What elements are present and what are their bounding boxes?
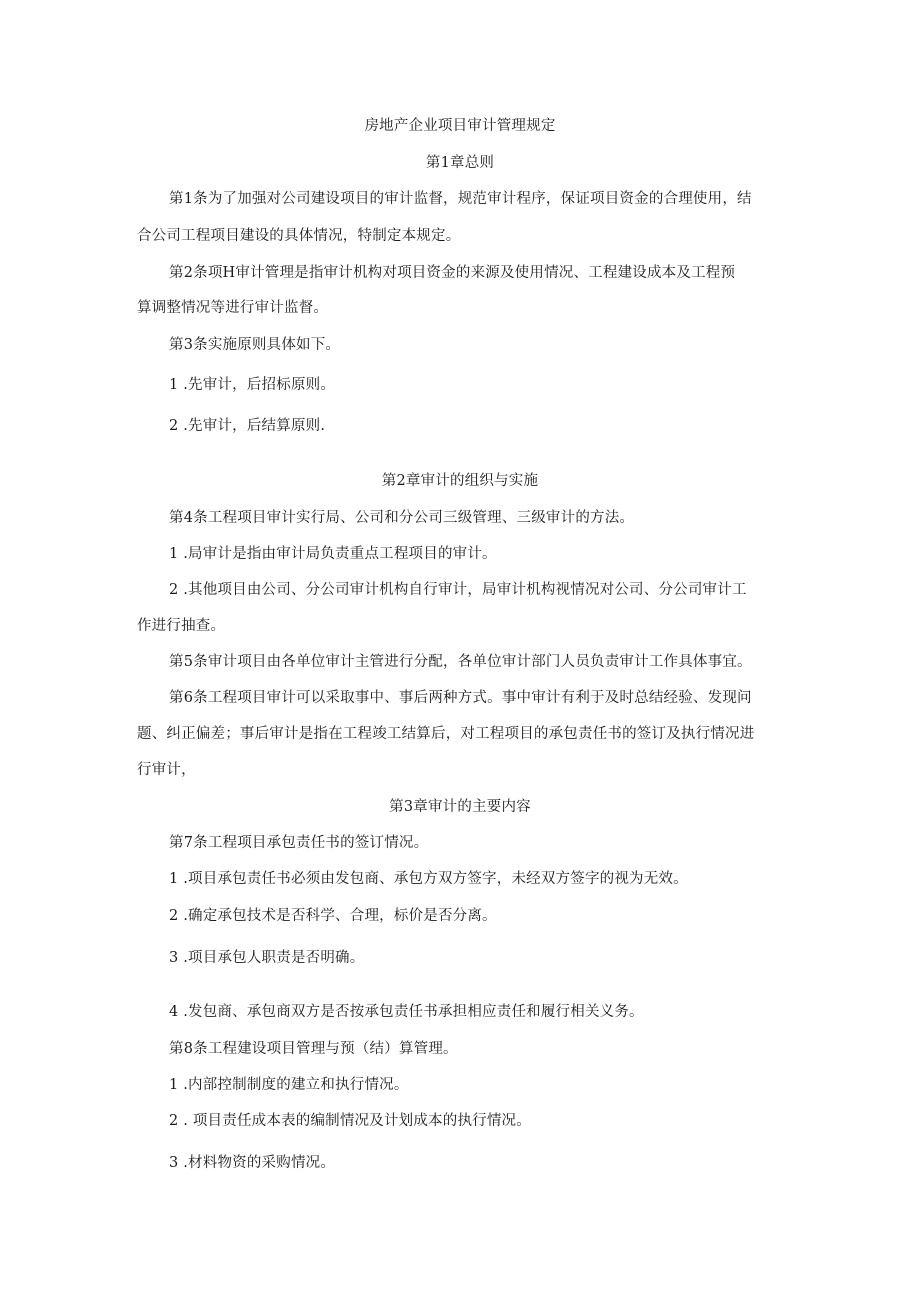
article-7-item-4: 4 .发包商、承包商双方是否按承包责任书承担相应责任和履行相关义务。 bbox=[169, 1004, 644, 1020]
article-1-line-2: 合公司工程项目建设的具体情况，特制定本规定。 bbox=[137, 228, 461, 244]
chapter-3-heading: 第3章审计的主要内容 bbox=[389, 799, 531, 815]
document-title: 房地产企业项目审计管理规定 bbox=[364, 118, 556, 134]
article-4-item-2-line-2: 作进行抽查。 bbox=[137, 618, 226, 634]
article-8: 第8条工程建设项目管理与预（结）算管理。 bbox=[169, 1041, 458, 1057]
article-6-line-3: 行审计， bbox=[137, 762, 196, 778]
article-7-item-1: 1 .项目承包责任书必须由发包商、承包方双方签字，未经双方签字的视为无效。 bbox=[169, 871, 688, 887]
chapter-2-heading: 第2章审计的组织与实施 bbox=[381, 473, 539, 489]
article-8-item-3: 3 .材料物资的采购情况。 bbox=[169, 1155, 336, 1171]
article-3: 第3条实施原则具体如下。 bbox=[169, 337, 341, 353]
article-8-item-2: 2 . 项目责任成本表的编制情况及计划成本的执行情况。 bbox=[169, 1113, 531, 1129]
article-1-line-1: 第1条为了加强对公司建设项目的审计监督，规范审计程序，保证项目资金的合理使用，结 bbox=[169, 191, 752, 207]
article-3-item-2: 2 .先审计，后结算原则. bbox=[169, 418, 326, 434]
article-4-item-1: 1 .局审计是指由审计局负责重点工程项目的审计。 bbox=[169, 546, 497, 562]
article-7-item-2: 2 .确定承包技术是否科学、合理，标价是否分离。 bbox=[169, 908, 497, 924]
article-4-item-2-line-1: 2 .其他项目由公司、分公司审计机构自行审计，局审计机构视情况对公司、分公司审计工 bbox=[169, 582, 747, 598]
article-6-line-1: 第6条工程项目审计可以采取事中、事后两种方式。事中审计有利于及时总结经验、发现问 bbox=[169, 690, 752, 706]
article-4: 第4条工程项目审计实行局、公司和分公司三级管理、三级审计的方法。 bbox=[169, 510, 635, 526]
article-7: 第7条工程项目承包责任书的签订情况。 bbox=[169, 835, 429, 851]
article-2-line-1: 第2条项H审计管理是指审计机构对项目资金的来源及使用情况、工程建设成本及工程预 bbox=[169, 265, 736, 281]
article-5: 第5条审计项目由各单位审计主管进行分配，各单位审计部门人员负责审计工作具体事宜。 bbox=[169, 654, 752, 670]
article-2-line-2: 算调整情况等进行审计监督。 bbox=[137, 300, 329, 316]
article-8-item-1: 1 .内部控制制度的建立和执行情况。 bbox=[169, 1077, 409, 1093]
chapter-1-heading: 第1章总则 bbox=[425, 155, 495, 171]
article-3-item-1: 1 .先审计，后招标原则。 bbox=[169, 377, 336, 393]
article-7-item-3: 3 .项目承包人职责是否明确。 bbox=[169, 950, 365, 966]
article-6-line-2: 题、纠正偏差；事后审计是指在工程竣工结算后，对工程项目的承包责任书的签订及执行情况进 bbox=[137, 726, 755, 742]
